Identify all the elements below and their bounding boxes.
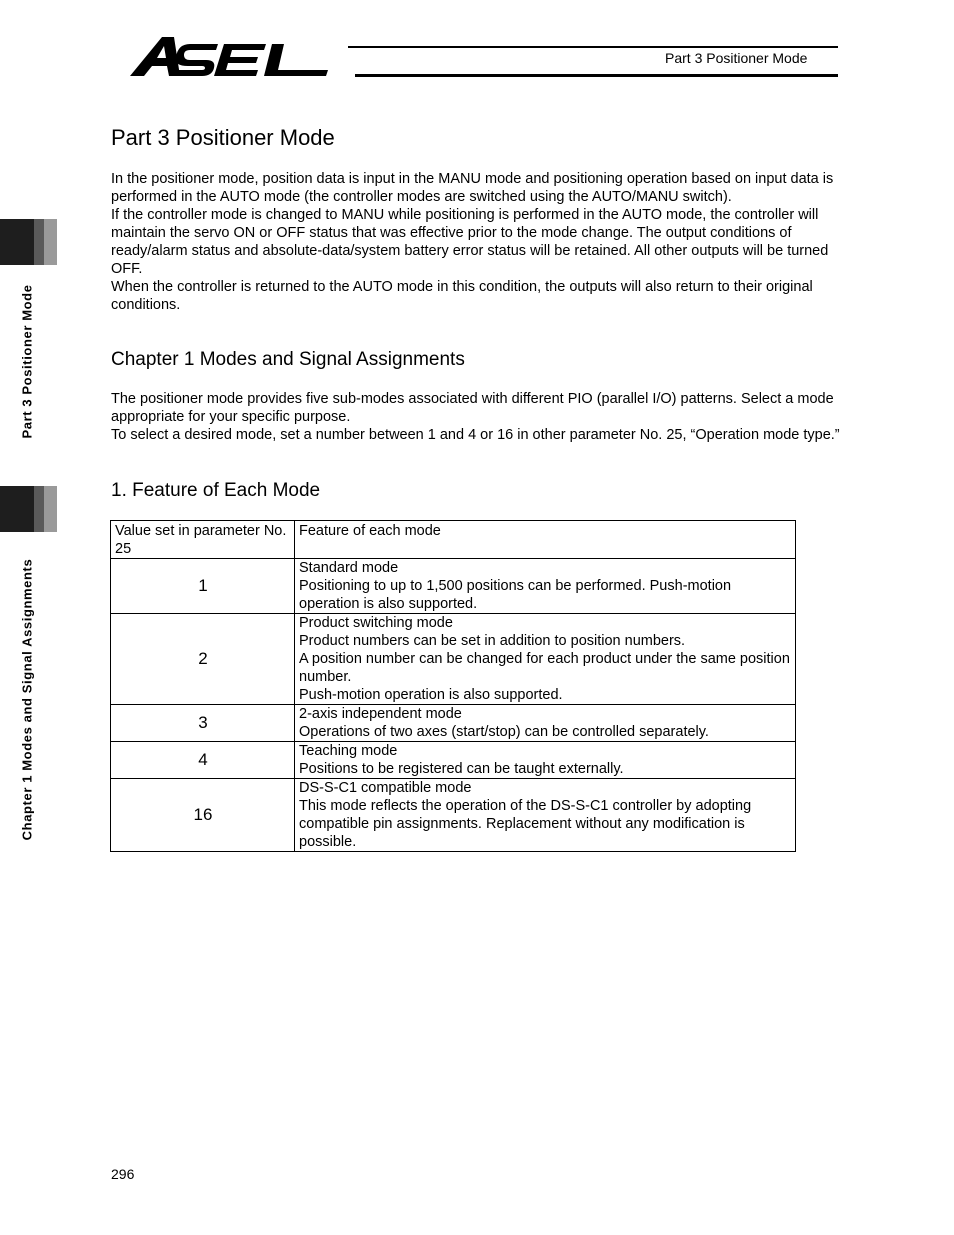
- mode-description: Product numbers can be set in addition to position numbers.: [299, 633, 686, 649]
- mode-value: 3: [111, 705, 295, 742]
- intro-paragraph: If the controller mode is changed to MANU while positioning is performed in the AUTO mode, the controller will maintain the servo ON or OFF status that was effective prior to the mode change. The output conditions of ready/alarm status and absolute-data/system battery error status will be retained. All other outputs will be turned OFF.: [111, 207, 829, 277]
- intro-paragraph: When the controller is returned to the AUTO mode in this condition, the outputs will also return to their original conditions.: [111, 279, 813, 313]
- intro-paragraph: In the positioner mode, position data is input in the MANU mode and positioning operation based on input data is performed in the AUTO mode (the controller modes are switched using the AUTO/MANU switch).: [111, 171, 834, 205]
- part-title: Part 3 Positioner Mode: [111, 125, 335, 150]
- part-side-label: Part 3 Positioner Mode: [19, 284, 35, 439]
- mode-value: 2: [111, 614, 295, 705]
- header-rule-top: [348, 46, 838, 48]
- table-row: [111, 559, 796, 614]
- mode-feature: [295, 614, 796, 705]
- chapter-paragraph: The positioner mode provides five sub-modes associated with different PIO (parallel I/O) patterns. Select a mode appropriate for your specific purpose.: [111, 391, 834, 425]
- column-header-value: Value set in parameter No. 25: [111, 521, 295, 559]
- chapter-paragraph: To select a desired mode, set a number between 1 and 4 or 16 in other parameter No. 25, “Operation mode type.”: [111, 427, 840, 443]
- asel-logo: [128, 34, 348, 85]
- table-row: [111, 614, 796, 705]
- running-title: Part 3 Positioner Mode: [665, 50, 808, 66]
- mode-description: A position number can be changed for each product under the same position number.: [299, 651, 790, 685]
- mode-feature-table: [110, 520, 796, 852]
- page-number: 296: [111, 1166, 135, 1182]
- mode-name: Standard mode: [299, 560, 399, 576]
- chapter-side-label: Chapter 1 Modes and Signal Assignments: [19, 558, 35, 841]
- part-intro: [111, 170, 841, 314]
- table-row: [111, 742, 796, 779]
- chapter-intro: [111, 390, 841, 444]
- mode-name: 2-axis independent mode: [299, 706, 462, 722]
- mode-name: DS-S-C1 compatible mode: [299, 780, 472, 796]
- mode-description: Operations of two axes (start/stop) can be controlled separately.: [299, 724, 709, 740]
- part-side-tab: [0, 219, 57, 265]
- mode-feature: [295, 779, 796, 852]
- chapter-side-tab: [0, 486, 57, 532]
- chapter-title: Chapter 1 Modes and Signal Assignments: [111, 349, 465, 370]
- column-header-feature: Feature of each mode: [295, 521, 796, 559]
- table-header-row: [111, 521, 796, 559]
- mode-description: Positions to be registered can be taught externally.: [299, 761, 624, 777]
- mode-description: This mode reflects the operation of the DS-S-C1 controller by adopting compatible pin assignments. Replacement without any modification is possible.: [299, 798, 752, 850]
- mode-feature: [295, 559, 796, 614]
- mode-value: 1: [111, 559, 295, 614]
- section-title: 1. Feature of Each Mode: [111, 480, 321, 501]
- mode-value: 16: [111, 779, 295, 852]
- mode-value: 4: [111, 742, 295, 779]
- mode-feature: [295, 705, 796, 742]
- table-row: [111, 705, 796, 742]
- header-rule-bottom: [355, 74, 838, 77]
- table-row: [111, 779, 796, 852]
- mode-feature: [295, 742, 796, 779]
- mode-description: Positioning to up to 1,500 positions can be performed. Push-motion operation is also supported.: [299, 578, 732, 612]
- mode-name: Product switching mode: [299, 615, 453, 631]
- mode-description: Push-motion operation is also supported.: [299, 687, 563, 703]
- mode-name: Teaching mode: [299, 743, 398, 759]
